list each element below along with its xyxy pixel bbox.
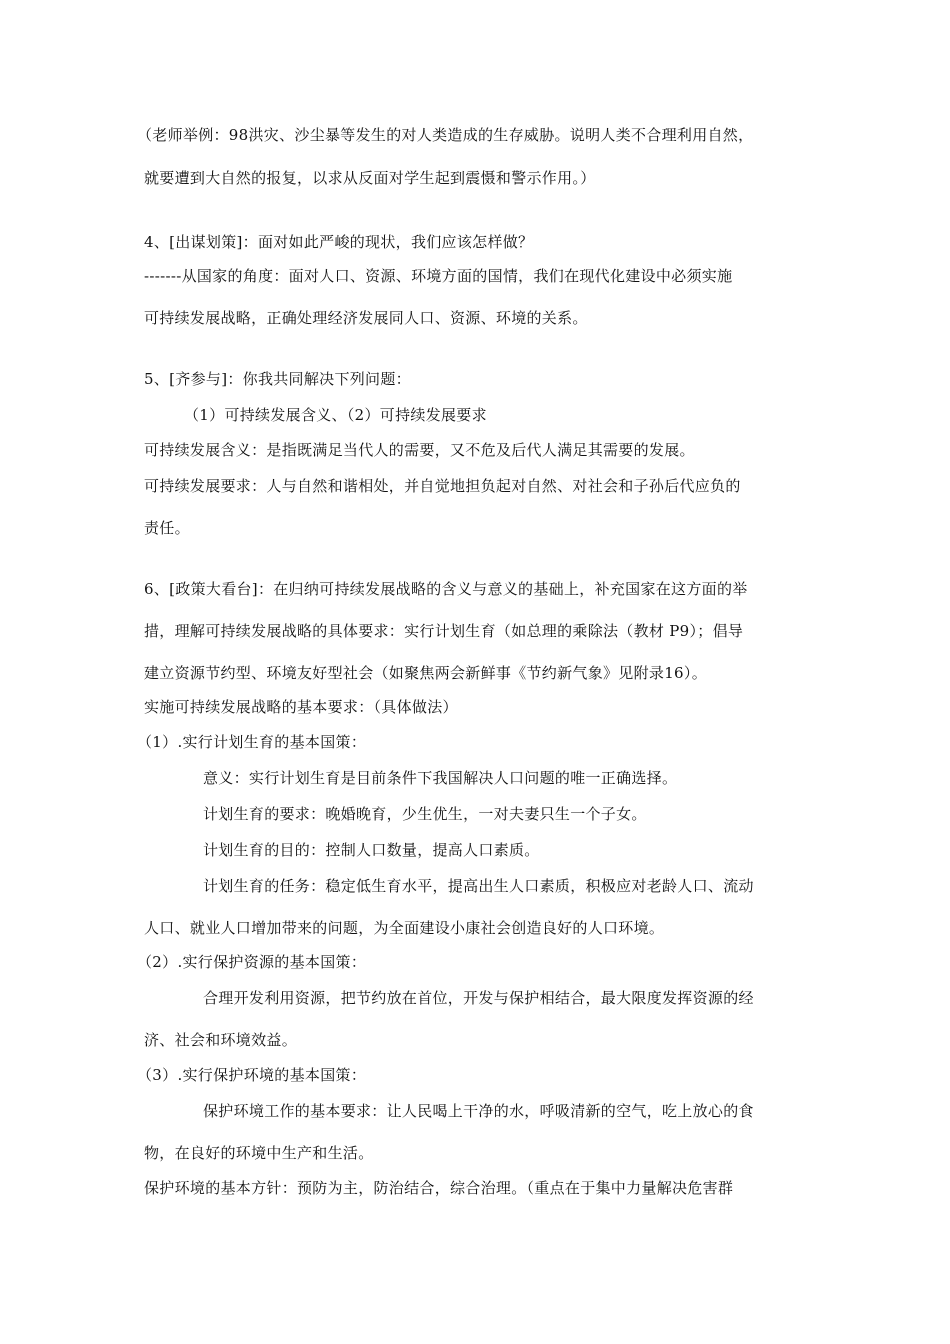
item-3-body-line-2: 物，在良好的环境中生产和生活。 <box>144 1144 374 1162</box>
item-3-body-line-1: 保护环境工作的基本要求：让人民喝上干净的水，呼吸清新的空气，吃上放心的食 <box>203 1102 754 1120</box>
item-1-meaning: 意义：实行计划生育是目前条件下我国解决人口问题的唯一正确选择。 <box>203 769 678 787</box>
section-6-heading-line-1: 6、[政策大看台]：在归纳可持续发展战略的含义与意义的基础上，补充国家在这方面的举 <box>144 580 748 598</box>
section-5-meaning: 可持续发展含义：是指既满足当代人的需要，又不危及后代人满足其需要的发展。 <box>144 441 695 459</box>
teacher-example-line-1: （老师举例：98洪灾、沙尘暴等发生的对人类造成的生存威胁。说明人类不合理利用自然， <box>137 126 754 144</box>
item-2-body-line-1: 合理开发利用资源，把节约放在首位，开发与保护相结合，最大限度发挥资源的经 <box>203 989 754 1007</box>
section-4-body-line-2: 可持续发展战略，正确处理经济发展同人口、资源、环境的关系。 <box>144 309 588 327</box>
item-1-requirement: 计划生育的要求：晚婚晚育，少生优生，一对夫妻只生一个子女。 <box>203 805 647 823</box>
section-4-heading: 4、[出谋划策]：面对如此严峻的现状，我们应该怎样做？ <box>144 233 534 251</box>
item-3-policy: 保护环境的基本方针：预防为主，防治结合，综合治理。（重点在于集中力量解决危害群 <box>144 1179 734 1197</box>
section-6-heading-line-2: 措，理解可持续发展战略的具体要求：实行计划生育（如总理的乘除法（教材 P9）；倡导 <box>144 622 744 640</box>
section-4-body-line-1: -------从国家的角度：面对人口、资源、环境方面的国情，我们在现代化建设中必须实施 <box>144 267 733 285</box>
item-1-title: （1）.实行计划生育的基本国策： <box>137 733 367 751</box>
teacher-example-line-2: 就要遭到大自然的报复，以求从反面对学生起到震慑和警示作用。） <box>144 169 596 187</box>
item-1-task-line-2: 人口、就业人口增加带来的问题，为全面建设小康社会创造良好的人口环境。 <box>144 919 665 937</box>
section-5-heading: 5、[齐参与]：你我共同解决下列问题： <box>144 370 411 388</box>
section-5-questions: （1）可持续发展含义、（2）可持续发展要求 <box>184 406 487 424</box>
item-2-body-line-2: 济、社会和环境效益。 <box>144 1031 298 1049</box>
item-1-purpose: 计划生育的目的：控制人口数量，提高人口素质。 <box>203 841 540 859</box>
basic-requirements-heading: 实施可持续发展战略的基本要求：（具体做法） <box>144 698 458 716</box>
item-3-title: （3）.实行保护环境的基本国策： <box>137 1066 367 1084</box>
section-5-requirement-line-2: 责任。 <box>144 519 190 537</box>
section-6-heading-line-3: 建立资源节约型、环境友好型社会（如聚焦两会新鲜事《节约新气象》见附录16）。 <box>144 664 707 682</box>
item-2-title: （2）.实行保护资源的基本国策： <box>137 953 367 971</box>
item-1-task-line-1: 计划生育的任务：稳定低生育水平，提高出生人口素质，积极应对老龄人口、流动 <box>203 877 754 895</box>
section-5-requirement-line-1: 可持续发展要求：人与自然和谐相处，并自觉地担负起对自然、对社会和子孙后代应负的 <box>144 477 741 495</box>
